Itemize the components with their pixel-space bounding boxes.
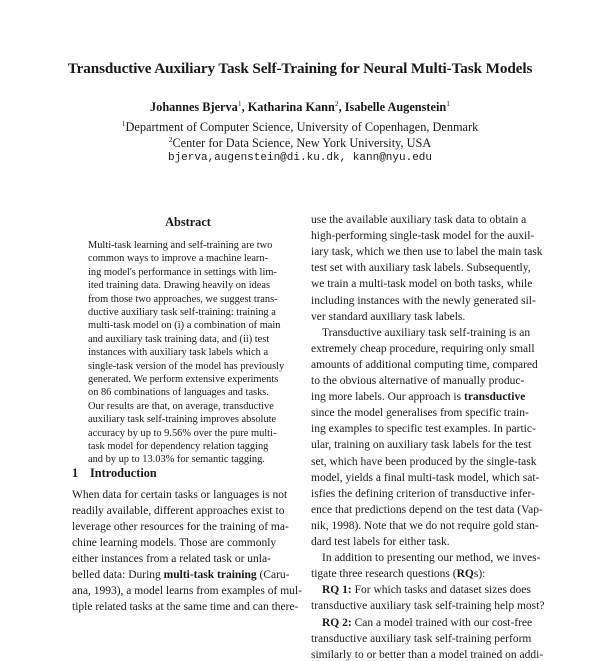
text-line: [311, 344, 535, 356]
text-run: When data for certain tasks or languages is not: [72, 489, 288, 501]
section-number: 1: [72, 466, 79, 480]
text-run: transductive auxiliary task self-training perform: [311, 632, 532, 645]
text-run: set, which have been produced by the single-task: [311, 455, 537, 468]
text-line: [311, 231, 534, 243]
text-run: For which tasks and dataset sizes does: [351, 584, 531, 597]
text-run: since the model generalises from specific train-: [311, 407, 529, 420]
text-run: s):: [473, 568, 486, 581]
text-line: [72, 522, 289, 534]
abstract-line: single-task version of the model has previously: [88, 360, 285, 372]
text-line: [72, 570, 290, 582]
author-line: [0, 100, 600, 115]
text-line: [72, 538, 276, 550]
author-name: Isabelle Augenstein: [344, 100, 447, 114]
text-line: [311, 328, 530, 340]
author-name: Johannes Bjerva: [150, 100, 238, 114]
text-line: [311, 279, 532, 291]
abstract-line: generated. We perform extensive experiments: [88, 374, 279, 385]
text-line: [311, 489, 535, 501]
text-run: belled data: During: [72, 569, 164, 581]
text-run: amounts of additional computing time, compared: [311, 358, 538, 371]
text-line: [311, 521, 539, 533]
text-line: [311, 215, 526, 227]
affiliation-marker: 1: [237, 99, 242, 108]
text-line: [72, 554, 271, 566]
abstract-line: auxiliary task self-training improves absolute: [88, 414, 277, 426]
abstract-line: ductive auxiliary task self-training: training a: [88, 307, 276, 318]
text-line: [311, 424, 536, 436]
affiliation-1: [0, 120, 600, 135]
text-run: similarly to or better than a model trained on addi-: [311, 648, 544, 661]
abstract-line: accuracy by up to 9.56% over the pure multi-: [88, 427, 277, 439]
abstract-line: instances with auxiliary task labels which a: [88, 347, 269, 359]
text-run: use the available auxiliary task data to obtain a: [311, 214, 527, 226]
text-line: [311, 473, 539, 485]
text-line: [72, 490, 287, 502]
text-run: we train a multi-task model on both tasks, while: [311, 278, 533, 291]
affiliation-2: [0, 136, 600, 151]
section-title: Introduction: [90, 466, 157, 480]
text-line: [311, 360, 538, 372]
author-emails: bjerva,augenstein@di.ku.dk, kann@nyu.edu: [167, 152, 433, 164]
text-run: Transductive auxiliary task self-training is an: [322, 326, 531, 339]
text-line: [72, 506, 284, 518]
abstract-line: on 86 combinations of languages and tasks.: [88, 387, 269, 399]
text-run: (Caru-: [256, 569, 290, 581]
text-run: iary task, which we then use to label the main task: [311, 246, 543, 259]
text-line: [311, 263, 531, 275]
abstract-line: Our results are that, on average, transductive: [88, 400, 274, 412]
text-run: dard test labels for either task.: [311, 536, 450, 548]
bold-term: RQ 1:: [322, 584, 352, 597]
text-line: [311, 537, 450, 549]
text-line: [311, 505, 543, 517]
abstract-line: Multi-task learning and self-training are two: [88, 240, 273, 251]
text-line: [311, 296, 536, 308]
text-run: ing examples to specific test examples. In partic-: [311, 423, 536, 436]
text-line: [311, 247, 543, 259]
text-run: ular, training on auxiliary task labels for the test: [311, 439, 532, 452]
text-line: [311, 457, 536, 469]
text-run: tigate three research questions (: [311, 568, 457, 581]
text-line: [311, 634, 531, 646]
text-line: [311, 376, 524, 388]
text-run: ana, 1993), a model learns from examples of mul-: [72, 585, 302, 597]
text-run: to the obvious alternative of manually produc-: [311, 375, 525, 387]
text-line: [311, 601, 544, 613]
abstract-line: from those two approaches, we suggest trans-: [88, 293, 278, 305]
text-run: In addition to presenting our method, we inves-: [322, 552, 541, 565]
text-run: ence that predictions depend on the test data (Vap-: [311, 503, 543, 516]
abstract-line: common ways to improve a machine learn-: [88, 253, 269, 265]
affiliation-text: Center for Data Science, New York University, USA: [172, 136, 432, 150]
abstract-line: task model for dependency relation tagging: [88, 441, 269, 452]
text-run: ver standard auxiliary task labels.: [311, 310, 466, 323]
text-line: [311, 408, 529, 420]
abstract-line: and by up to 13.03% for semantic tagging.: [88, 454, 265, 466]
abstract-line: multi-task model on (i) a combination of main: [88, 320, 281, 332]
text-run: high-performing single-task model for the auxil-: [311, 230, 535, 243]
paper-title: Transductive Auxiliary Task Self-Training for Neural Multi-Task Models: [67, 60, 533, 77]
author-separator: ,: [241, 100, 248, 114]
abstract-heading: Abstract: [165, 215, 211, 229]
text-line: [311, 392, 525, 404]
affiliation-text: Department of Computer Science, University of Copenhagen, Denmark: [125, 120, 479, 134]
bold-term: RQ: [456, 568, 474, 581]
text-line: [311, 440, 531, 452]
text-line: [311, 585, 531, 597]
abstract-line: and auxiliary task training data, and (ii) test: [88, 333, 270, 345]
abstract-line: ing model's performance in settings with lim-: [88, 266, 277, 278]
text-run: either instances from a related task or unla-: [72, 553, 271, 565]
text-run: test set with auxiliary task labels. Subsequently,: [311, 262, 531, 275]
text-run: isfies the defining criterion of transductive infer-: [311, 487, 535, 500]
abstract-line: ited training data. Drawing heavily on ideas: [88, 280, 271, 292]
text-run: transductive auxiliary task self-training help most?: [311, 600, 545, 613]
text-run: leverage other resources for the training of ma-: [72, 521, 289, 533]
text-run: Can a model trained with our cost-free: [351, 616, 533, 629]
text-run: ing more labels. Our approach is: [311, 391, 464, 404]
affiliation-marker: 2: [168, 135, 173, 144]
text-run: extremely cheap procedure, requiring only small: [311, 342, 535, 355]
bold-term: transductive: [463, 391, 526, 404]
text-run: readily available, different approaches exist to: [72, 505, 285, 517]
text-run: tiple related tasks at the same time and can there-: [72, 601, 299, 613]
text-run: nik, 1998). Note that we do not require gold stan-: [311, 519, 539, 532]
text-line: [311, 618, 532, 630]
text-line: [311, 312, 465, 324]
text-run: including instances with the newly generated sil-: [311, 294, 536, 307]
affiliation-marker: 2: [334, 99, 339, 108]
affiliation-marker: 1: [121, 119, 126, 128]
affiliation-marker: 1: [446, 99, 450, 108]
author-name: Katharina Kann: [247, 100, 335, 114]
text-run: model, yields a final multi-task model, which sat-: [311, 471, 540, 484]
author-separator: ,: [338, 100, 345, 114]
text-line: [72, 602, 298, 614]
text-line: [311, 650, 543, 661]
text-run: chine learning models. Those are commonly: [72, 537, 277, 549]
section-heading: [72, 466, 157, 481]
bold-term: RQ 2:: [322, 616, 352, 629]
text-line: [311, 569, 485, 581]
bold-term: multi-task training: [163, 569, 257, 581]
text-line: [311, 553, 540, 565]
text-line: [72, 586, 302, 598]
